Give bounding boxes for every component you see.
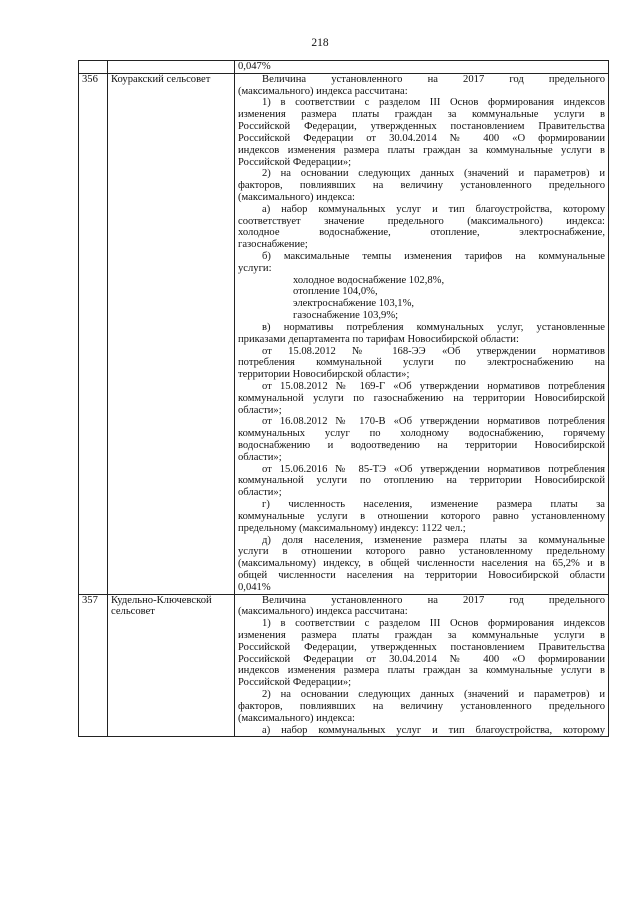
text-line: а) набор коммунальных услуг и тип благоустройства, которому — [262, 203, 605, 215]
text-line: электроснабжение 103,1%, — [293, 298, 415, 310]
text-line: (максимального) индекса рассчитана: — [238, 606, 408, 618]
text-line: факторов, повлиявших на величину установленного предельного — [238, 700, 605, 712]
text-line: в) нормативы потребления коммунальных услуг, установленные — [262, 321, 605, 333]
text-line: от 15.06.2016 № 85-ТЭ «Об утверждении нормативов потребления — [262, 463, 605, 475]
text-line: области»; — [238, 404, 282, 416]
text-line: коммунальных услуг по холодному водоснабжению, горячему — [238, 428, 605, 440]
text-line: д) доля населения, изменение размера платы за коммунальные — [262, 534, 605, 546]
municipality-cell — [108, 61, 235, 74]
table-row-continuation — [79, 61, 609, 74]
text-line: 1) в соответствии с разделом III Основ формирования индексов — [262, 97, 605, 109]
text-line: коммунальной услуги по отоплению на территории Новосибирской — [238, 475, 605, 487]
text-line: предельному (максимальному) индексу: 1122 чел.; — [238, 522, 466, 534]
text-line: 2) на основании следующих данных (значений и параметров) и — [262, 689, 605, 701]
text-line: от 15.08.2012 № 169-Г «Об утверждении нормативов потребления — [262, 380, 605, 392]
page-number: 218 — [311, 37, 329, 49]
text-line: (максимального) индекса рассчитана: — [238, 85, 408, 97]
text-line: Российской Федерации, утвержденных постановлением Правительства — [238, 641, 605, 653]
text-line: 2) на основании следующих данных (значений и параметров) и — [262, 168, 605, 180]
text-line: изменения размера платы граждан за коммунальные услуги в — [238, 630, 605, 641]
text-line: потребления коммунальной услуги по электроснабжению на — [238, 357, 605, 369]
text-line: области»; — [238, 451, 282, 463]
text-line: газоснабжение; — [238, 239, 308, 251]
text-line: области»; — [238, 487, 282, 499]
text-line: коммунальные услуги в отношении которого равно установленному — [238, 510, 605, 522]
text-line: (максимальному) индексу, в общей численности населения на 65,2% и в — [238, 558, 605, 570]
table-row — [79, 73, 609, 594]
text-line: услуги в отношении которого равно установленному предельному — [238, 546, 605, 558]
text-line: б) максимальные темпы изменения тарифов на коммунальные — [262, 251, 605, 262]
text-line: изменения размера платы граждан за коммунальные услуги в — [238, 109, 605, 121]
text-line: г) численность населения, изменение размера платы за — [262, 499, 605, 511]
text-line: Величина установленного на 2017 год предельного — [262, 594, 605, 606]
text-line: территории Новосибирской области»; — [238, 369, 410, 381]
number-cell — [79, 61, 108, 74]
text-line: Величина установленного на 2017 год предельного — [262, 73, 605, 85]
description-cell — [235, 594, 609, 737]
text-line: холодное водоснабжение 102,8%, — [293, 274, 445, 286]
text-line: коммунальной услуги по газоснабжению на территории Новосибирской — [238, 392, 605, 404]
text-line: индексов изменения размера платы граждан за коммунальные услуги в — [238, 144, 605, 156]
text-line: приказами департамента по тарифам Новосибирской области: — [238, 333, 519, 345]
description-cell — [235, 61, 609, 74]
text-line: холодное водоснабжение, отопление, электроснабжение, — [238, 227, 605, 239]
text-line: услуги: — [238, 262, 272, 274]
indices-table — [78, 60, 609, 737]
text-line: Российской Федерации от 30.04.2014 № 400 «О формировании — [238, 653, 605, 665]
text-line: Российской Федерации»; — [238, 677, 352, 689]
text-line: общей численности населения на территории Новосибирской области — [238, 569, 605, 581]
table-row — [79, 594, 609, 737]
text-line: индексов изменения размера платы граждан за коммунальные услуги в — [238, 665, 605, 677]
text-line: Российской Федерации, утвержденных постановлением Правительства — [238, 121, 605, 133]
municipality-name: Кудельно-Ключевской сельсовет — [108, 594, 235, 737]
text-line: (максимального) индекса: — [238, 191, 355, 203]
municipality-name: Коуракский сельсовет — [108, 73, 235, 594]
text-line: водоснабжению и водоотведению на территории Новосибирской — [238, 440, 605, 451]
text-line: отопление 104,0%, — [293, 286, 378, 298]
description-cell — [235, 73, 609, 594]
text-line: Российской Федерации от 30.04.2014 № 400 «О формировании — [238, 132, 605, 144]
text-line: факторов, повлиявших на величину установленного предельного — [238, 180, 605, 192]
text-line: газоснабжение 103,9%; — [293, 310, 399, 322]
text-line: а) набор коммунальных услуг и тип благоустройства, которому — [262, 724, 605, 736]
text-line: соответствует значение предельного (максимального) индекса: — [238, 215, 605, 227]
row-number: 356 — [79, 73, 108, 594]
row-number: 357 — [79, 594, 108, 737]
text-line: 0,047% — [238, 61, 271, 72]
text-line: 1) в соответствии с разделом III Основ формирования индексов — [262, 618, 605, 630]
text-line: 0,041% — [238, 581, 271, 593]
text-line: от 16.08.2012 № 170-В «Об утверждении нормативов потребления — [262, 416, 605, 428]
text-line: (максимального) индекса: — [238, 712, 355, 724]
text-line: от 15.08.2012 № 168-ЭЭ «Об утверждении нормативов — [262, 345, 605, 357]
text-line: Российской Федерации»; — [238, 156, 352, 168]
